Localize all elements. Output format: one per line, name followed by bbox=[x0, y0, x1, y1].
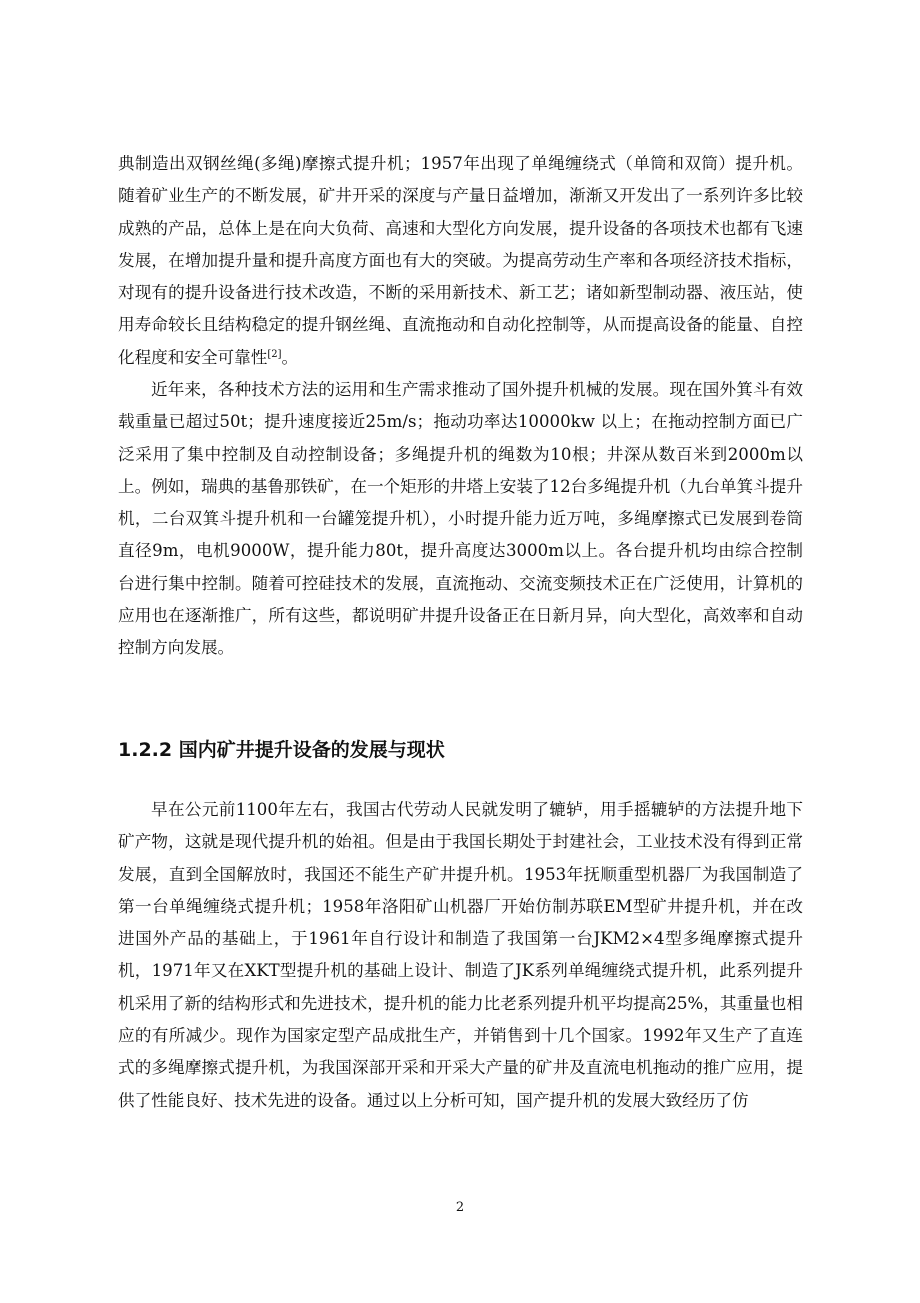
citation-reference[interactable]: [2] bbox=[267, 348, 282, 360]
paragraph-foreign-hoist-history bbox=[118, 148, 803, 374]
paragraph-ending: 。 bbox=[281, 347, 299, 367]
section-heading: 1.2.2 国内矿井提升设备的发展与现状 bbox=[118, 739, 445, 761]
paragraph-text: 典制造出双钢丝绳(多绳)摩擦式提升机；1957年出现了单绳缠绕式（单筒和双筒）提升机。随着矿业生产的不断发展，矿井开采的深度与产量日益增加，渐渐又开发出了一系列许多比较成熟的产品，总体上是在向大负荷、高速和大型化方向发展，提升设备的各项技术也都有飞速发展，在增加提升量和提升高度方面也有大的突破。为提高劳动生产率和各项经济技术指标，对现有的提升设备进行技术改造，不断的采用新技术、新工艺；诸如新型制动器、液压站，使用寿命较长且结构稳定的提升钢丝绳、直流拖动和自动化控制等，从而提高设备的能量、自控化程度和安全可靠性 bbox=[118, 154, 803, 367]
paragraph-foreign-hoist-status: 近年来，各种技术方法的运用和生产需求推动了国外提升机械的发展。现在国外箕斗有效载重量已超过50t；提升速度接近25m/s；拖动功率达10000kw 以上；在拖动控制方面已广泛采用了集中控制及自动控制设备；多绳提升机的绳数为10根；井深从数百米到2000m以上。例如，瑞典的基鲁那铁矿，在一个矩形的井塔上安装了12台多绳提升机（九台单箕斗提升机，二台双箕斗提升机和一台罐笼提升机），小时提升能力近万吨，多绳摩擦式已发展到卷筒直径9m，电机9000W，提升能力80t，提升高度达3000m以上。各台提升机均由综合控制台进行集中控制。随着可控硅技术的发展，直流拖动、交流变频技术正在广泛使用，计算机的应用也在逐渐推广，所有这些，都说明矿井提升设备正在日新月异，向大型化，高效率和自动控制方向发展。 bbox=[118, 380, 803, 658]
page-number: 2 bbox=[455, 1200, 465, 1215]
paragraph-domestic-hoist-history: 早在公元前1100年左右，我国古代劳动人民就发明了辘轳，用手摇辘轳的方法提升地下矿产物，这就是现代提升机的始祖。但是由于我国长期处于封建社会，工业技术没有得到正常发展，直到全国解放时，我国还不能生产矿井提升机。1953年抚顺重型机器厂为我国制造了第一台单绳缠绕式提升机；1958年洛阳矿山机器厂开始仿制苏联EM型矿井提升机，并在改进国外产品的基础上，于1961年自行设计和制造了我国第一台JKM2×4型多绳摩擦式提升机，1971年又在XKT型提升机的基础上设计、制造了JK系列单绳缠绕式提升机，此系列提升机采用了新的结构形式和先进技术，提升机的能力比老系列提升机平均提高25%，其重量也相应的有所减少。现作为国家定型产品成批生产，并销售到十几个国家。1992年又生产了直连式的多绳摩擦式提升机，为我国深部开采和开采大产量的矿井及直流电机拖动的推广应用，提供了性能良好、技术先进的设备。通过以上分析可知，国产提升机的发展大致经历了仿 bbox=[118, 800, 803, 1110]
